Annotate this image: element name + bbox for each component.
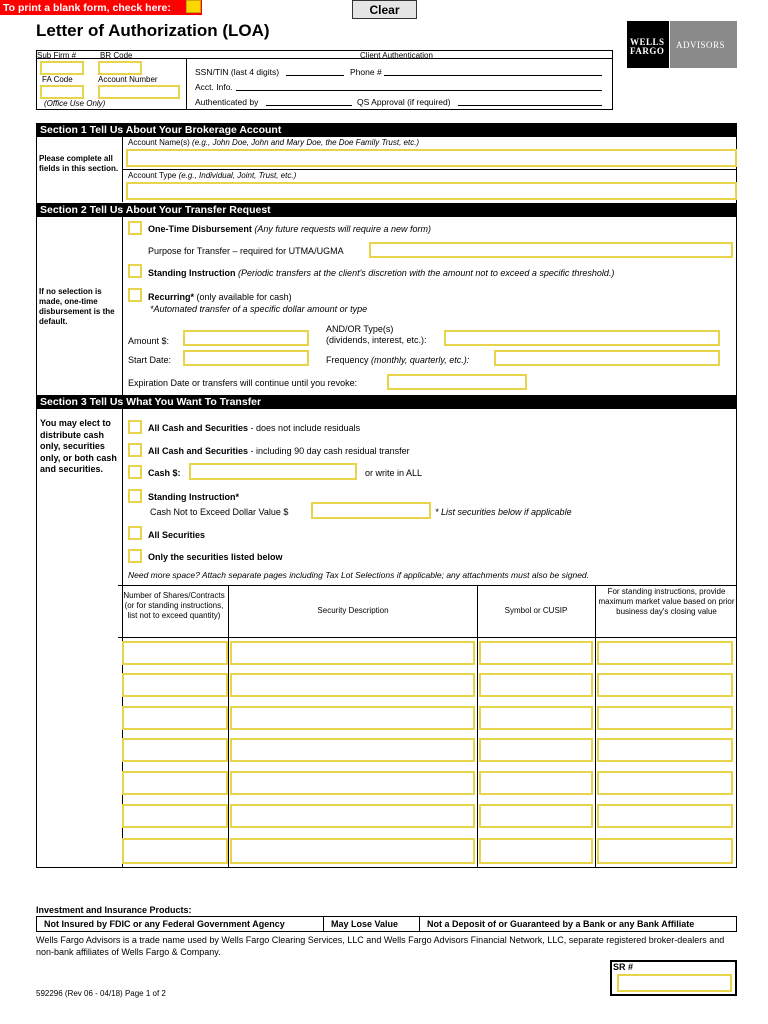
more-space-note: Need more space? Attach separate pages including Tax Lot Selections if applicable; any attachments must also be signed.	[128, 570, 590, 580]
account-type-label-text: Account Type	[128, 171, 177, 180]
office-use-label: (Office Use Only)	[44, 99, 106, 108]
account-names-label	[128, 138, 419, 147]
ssn-label: SSN/TIN (last 4 digits)	[195, 67, 280, 77]
table-top-rule	[118, 585, 737, 586]
logo-wells-text: WELLS	[630, 37, 665, 47]
all-cash-residual-checkbox[interactable]	[128, 443, 142, 457]
row5-symbol-field[interactable]	[479, 771, 593, 795]
logo-fargo-text: FARGO	[630, 46, 665, 56]
standing-instruction-checkbox[interactable]	[128, 264, 142, 278]
row2-description-field[interactable]	[230, 673, 475, 697]
not-fdic-insured-text: Not Insured by FDIC or any Federal Government Agency	[44, 919, 285, 929]
account-type-field[interactable]	[126, 182, 737, 200]
section2-side-divider	[122, 217, 123, 395]
sub-firm-field[interactable]	[40, 61, 84, 75]
all-cash-securities-note: - does not include residuals	[248, 423, 361, 433]
row5-shares-field[interactable]	[122, 771, 228, 795]
section3-header: Section 3 Tell Us What You Want To Transfer	[36, 395, 737, 409]
row1-maxvalue-field[interactable]	[597, 641, 733, 665]
sub-firm-label: Sub Firm #	[37, 51, 77, 60]
disclaimer-text: Wells Fargo Advisors is a trade name used by Wells Fargo Clearing Services, LLC and Wells Fargo Advisors Financial Network, LLC, separate registered broker-dealers and non-bank affiliates of Wells Fargo & Company.	[36, 935, 725, 957]
row2-maxvalue-field[interactable]	[597, 673, 733, 697]
recurring-label: Recurring*	[148, 292, 195, 302]
account-names-hint: (e.g., John Doe, John and Mary Doe, the Doe Family Trust, etc.)	[192, 138, 420, 147]
wells-fargo-logo	[627, 21, 737, 68]
all-cash-residual-label: All Cash and Securities	[148, 446, 249, 456]
form-id-text: 592296 (Rev 06 - 04/18) Page 1 of 2	[36, 989, 166, 998]
phone-label: Phone #	[350, 67, 382, 77]
page-title: Letter of Authorization (LOA)	[36, 21, 270, 40]
section2-header: Section 2 Tell Us About Your Transfer Request	[36, 203, 737, 217]
fa-code-label: FA Code	[42, 75, 73, 84]
recurring-option	[148, 292, 292, 302]
row6-maxvalue-field[interactable]	[597, 804, 733, 828]
account-names-label-text: Account Name(s)	[128, 138, 190, 147]
table-col-rule-2	[477, 585, 478, 868]
cash-not-exceed-label: Cash Not to Exceed Dollar Value $	[150, 507, 289, 517]
section1-side-note: Please complete all fields in this section.	[39, 154, 119, 173]
phone-input[interactable]	[384, 75, 602, 76]
recurring-subnote: *Automated transfer of a specific dollar amount or type	[150, 304, 368, 314]
frequency-label	[326, 355, 469, 365]
account-type-hint: (e.g., Individual, Joint, Trust, etc.)	[178, 171, 297, 180]
cash-not-exceed-field[interactable]	[311, 502, 431, 519]
qs-approval-input[interactable]	[458, 105, 602, 106]
standing-instruction-note: (Periodic transfers at the client's discretion with the amount not to exceed a specific threshold.)	[238, 268, 615, 278]
sr-number-field[interactable]	[617, 974, 732, 992]
row2-symbol-field[interactable]	[479, 673, 593, 697]
all-securities-label: All Securities	[148, 530, 206, 540]
qs-approval-label: QS Approval (if required)	[357, 97, 451, 107]
purpose-field[interactable]	[369, 242, 733, 258]
row7-symbol-field[interactable]	[479, 838, 593, 864]
all-securities-checkbox[interactable]	[128, 526, 142, 540]
col-symbol-header: Symbol or CUSIP	[504, 606, 568, 615]
may-lose-value-text: May Lose Value	[331, 919, 399, 929]
row4-maxvalue-field[interactable]	[597, 738, 733, 762]
expiration-label: Expiration Date or transfers will continue until you revoke:	[128, 378, 358, 388]
row2-shares-field[interactable]	[122, 673, 228, 697]
row4-shares-field[interactable]	[122, 738, 228, 762]
row5-maxvalue-field[interactable]	[597, 771, 733, 795]
andor-type-field[interactable]	[444, 330, 720, 346]
row6-symbol-field[interactable]	[479, 804, 593, 828]
one-time-label: One-Time Disbursement	[148, 224, 252, 234]
row1-shares-field[interactable]	[122, 641, 228, 665]
listed-securities-label: Only the securities listed below	[148, 552, 283, 562]
auth-divider	[186, 58, 187, 110]
fdic-divider-2	[419, 916, 420, 932]
row6-shares-field[interactable]	[122, 804, 228, 828]
col-description-header: Security Description	[317, 606, 389, 615]
cash-label: Cash $:	[148, 468, 181, 478]
investment-products-label: Investment and Insurance Products:	[36, 905, 192, 915]
row6-description-field[interactable]	[230, 804, 475, 828]
row3-maxvalue-field[interactable]	[597, 706, 733, 730]
all-cash-securities-checkbox[interactable]	[128, 420, 142, 434]
section1-header: Section 1 Tell Us About Your Brokerage Account	[36, 123, 737, 137]
row3-description-field[interactable]	[230, 706, 475, 730]
acct-info-input[interactable]	[236, 90, 602, 91]
recurring-checkbox[interactable]	[128, 288, 142, 302]
section2-side-note: If no selection is made, one-time disbursement is the default.	[39, 287, 115, 326]
account-type-label	[128, 171, 296, 180]
br-code-field[interactable]	[98, 61, 142, 75]
clear-button[interactable]: Clear	[352, 0, 417, 19]
andor-type-label-line1: AND/OR Type(s)	[326, 324, 394, 334]
standing-instruction-option	[148, 268, 614, 278]
authenticated-by-input[interactable]	[266, 105, 352, 106]
amount-field[interactable]	[183, 330, 309, 346]
one-time-option	[148, 224, 431, 234]
authenticated-by-label: Authenticated by	[195, 97, 259, 107]
sr-number-label: SR #	[613, 962, 634, 972]
logo-advisors-text: ADVISORS	[676, 40, 726, 50]
start-date-label: Start Date:	[128, 355, 172, 365]
account-names-field[interactable]	[126, 149, 737, 167]
frequency-label-text: Frequency	[326, 355, 369, 365]
fa-code-field[interactable]	[40, 85, 84, 99]
cash-amount-field[interactable]	[189, 463, 357, 480]
standing-instruction-3-checkbox[interactable]	[128, 489, 142, 503]
table-col-rule-1	[228, 585, 229, 868]
all-cash-residual-note: - including 90 day cash residual transfer	[248, 446, 410, 456]
or-write-all-label: or write in ALL	[365, 468, 423, 478]
list-securities-note: * List securities below if applicable	[435, 507, 572, 517]
not-bank-deposit-text: Not a Deposit of or Guaranteed by a Bank or any Bank Affiliate	[427, 919, 695, 929]
col-maxvalue-header: For standing instructions, provide maximum market value based on prior business day's closing value	[598, 587, 735, 616]
section3-side-note: You may elect to distribute cash only, securities only, or both cash and securities.	[40, 418, 117, 474]
row7-shares-field[interactable]	[122, 838, 228, 864]
section1-row-rule	[122, 169, 737, 170]
print-blank-checkbox[interactable]	[186, 0, 201, 13]
purpose-label: Purpose for Transfer – required for UTMA/UGMA	[148, 246, 344, 256]
standing-instruction-3-label: Standing Instruction*	[148, 492, 239, 502]
row7-description-field[interactable]	[230, 838, 475, 864]
standing-instruction-label: Standing Instruction	[148, 268, 236, 278]
cash-checkbox[interactable]	[128, 465, 142, 479]
row4-symbol-field[interactable]	[479, 738, 593, 762]
row7-maxvalue-field[interactable]	[597, 838, 733, 864]
row1-symbol-field[interactable]	[479, 641, 593, 665]
one-time-note: (Any future requests will require a new form)	[254, 224, 431, 234]
all-cash-securities-option	[148, 423, 360, 433]
one-time-checkbox[interactable]	[128, 221, 142, 235]
account-number-field[interactable]	[98, 85, 180, 99]
col-shares-header: Number of Shares/Contracts (or for standing instructions, list not to exceed quantity)	[123, 591, 225, 620]
listed-securities-checkbox[interactable]	[128, 549, 142, 563]
row3-symbol-field[interactable]	[479, 706, 593, 730]
andor-type-label-line2: (dividends, interest, etc.):	[326, 335, 427, 345]
row5-description-field[interactable]	[230, 771, 475, 795]
recurring-note: (only available for cash)	[196, 292, 292, 302]
all-cash-securities-label: All Cash and Securities	[148, 423, 249, 433]
client-auth-label: Client Authentication	[360, 51, 433, 60]
row4-description-field[interactable]	[230, 738, 475, 762]
acct-info-label: Acct. Info.	[195, 82, 233, 92]
row1-description-field[interactable]	[230, 641, 475, 665]
account-number-label: Account Number	[98, 75, 158, 84]
br-code-label: BR Code	[100, 51, 133, 60]
start-date-field[interactable]	[183, 350, 309, 366]
all-cash-residual-option	[148, 446, 410, 456]
fdic-divider-1	[323, 916, 324, 932]
expiration-field[interactable]	[387, 374, 527, 390]
ssn-input[interactable]	[286, 75, 344, 76]
amount-label: Amount $:	[128, 336, 170, 346]
row3-shares-field[interactable]	[122, 706, 228, 730]
table-col-rule-3	[595, 585, 596, 868]
frequency-hint: (monthly, quarterly, etc.):	[371, 355, 470, 365]
frequency-field[interactable]	[494, 350, 720, 366]
print-blank-label: To print a blank form, check here:	[3, 2, 171, 14]
table-header-rule	[118, 637, 737, 638]
